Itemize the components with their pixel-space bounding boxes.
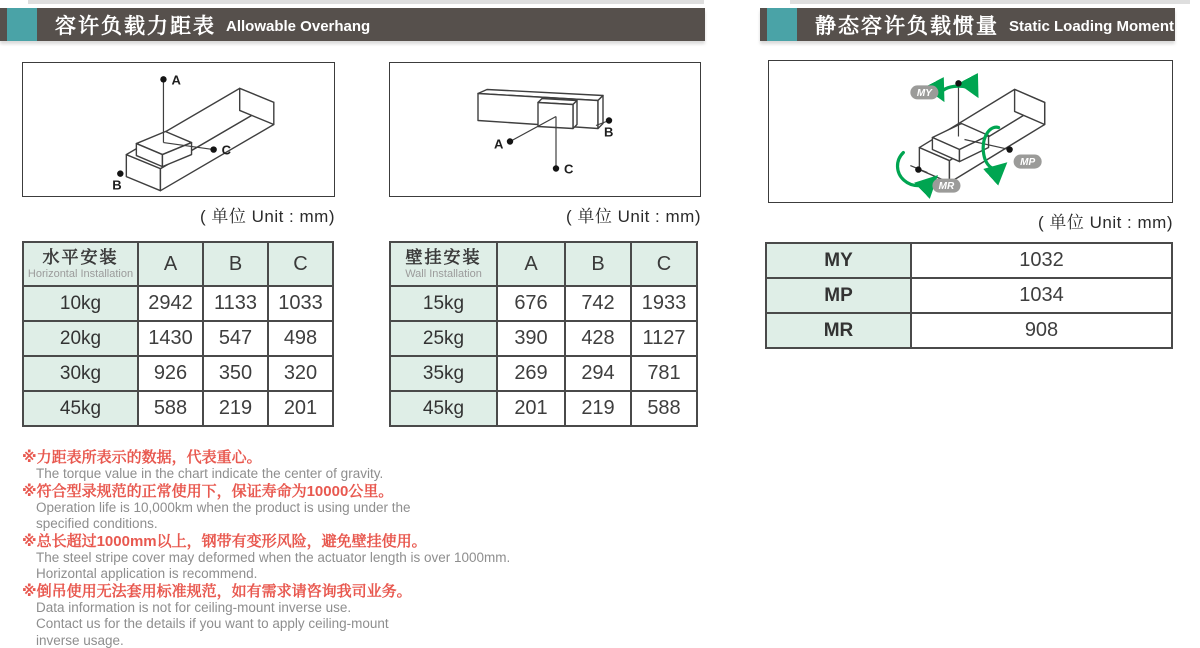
moment-label-cell: MY (766, 243, 911, 278)
point-b-dot (606, 117, 612, 123)
table-row (23, 286, 333, 321)
value-cell: 1032 (911, 243, 1172, 278)
value-cell: 1127 (631, 321, 697, 356)
divider-line (28, 0, 704, 4)
table-row (23, 321, 333, 356)
value-cell: 742 (565, 286, 631, 321)
col-header-b: B (203, 242, 268, 286)
wall-installation-diagram (389, 62, 701, 197)
actuator-moment-drawing (769, 61, 1172, 202)
value-cell: 588 (138, 391, 203, 426)
footnote-en: Horizontal application is recommend. (36, 566, 258, 581)
table-key-en: Wall Installation (405, 268, 482, 280)
unit-label: ( 单位 Unit : mm) (566, 207, 701, 226)
my-badge-label: MY (916, 87, 932, 99)
point-a-label: A (494, 136, 504, 152)
point-c-label: C (564, 161, 574, 177)
point-b-label: B (112, 177, 122, 193)
value-cell: 350 (203, 356, 268, 391)
col-header-a: A (497, 242, 565, 286)
section-header-static-loading-moment (760, 8, 1175, 41)
point-a-dot (160, 76, 166, 82)
value-cell: 294 (565, 356, 631, 391)
table-key-en: Horizontal Installation (27, 268, 134, 280)
table-key-header (23, 242, 138, 286)
point-b-label: B (604, 124, 614, 140)
mr-axis-dot (915, 166, 921, 172)
table-key-zh: 水平安装 (42, 248, 119, 267)
point-a-dot (507, 138, 513, 144)
header-title-bar (797, 8, 1175, 41)
value-cell: 588 (631, 391, 697, 426)
point-b-dot (117, 170, 123, 176)
actuator-isometric-drawing (23, 63, 334, 196)
footnote-en: Operation life is 10,000km when the product is using under the (36, 499, 411, 515)
value-cell: 781 (631, 356, 697, 391)
value-cell: 390 (497, 321, 565, 356)
value-cell: 1933 (631, 286, 697, 321)
col-header-c: C (268, 242, 333, 286)
load-cell: 10kg (23, 286, 138, 321)
point-c-dot (553, 165, 559, 171)
point-c-label: C (221, 142, 232, 158)
table-row (23, 356, 333, 391)
value-cell: 320 (268, 356, 333, 391)
value-cell: 2942 (138, 286, 203, 321)
footnote-en: inverse usage. (36, 632, 124, 648)
value-cell: 219 (203, 391, 268, 426)
mr-badge-label: MR (938, 181, 955, 193)
footnote-zh: ※力距表所表示的数据，代表重心。 (22, 449, 262, 466)
header-title-bar (37, 8, 705, 41)
value-cell: 1034 (911, 278, 1172, 313)
footnote-en: The torque value in the chart indicate the center of gravity. (36, 466, 384, 481)
unit-label: ( 单位 Unit : mm) (200, 207, 335, 226)
table-row (23, 391, 333, 426)
load-cell: 25kg (390, 321, 497, 356)
load-cell: 20kg (23, 321, 138, 356)
col-header-c: C (631, 242, 697, 286)
point-a-label: A (171, 72, 181, 88)
value-cell: 676 (497, 286, 565, 321)
table-row (390, 321, 697, 356)
section-header-allowable-overhang (0, 8, 705, 41)
horizontal-installation-table (22, 241, 334, 427)
section-title-zh: 容许负载力距表 (55, 14, 216, 38)
point-c-dot (210, 146, 216, 152)
value-cell: 1033 (268, 286, 333, 321)
header-teal-square (7, 8, 37, 41)
footnotes (22, 449, 682, 648)
static-moment-diagram (768, 60, 1173, 203)
load-cell: 30kg (23, 356, 138, 391)
load-cell: 45kg (390, 391, 497, 426)
my-axis-dot (955, 80, 961, 86)
value-cell: 498 (268, 321, 333, 356)
table-key-header (390, 242, 497, 286)
moment-label-cell: MR (766, 313, 911, 348)
table-row (766, 313, 1172, 348)
moment-label-cell: MP (766, 278, 911, 313)
load-cell: 35kg (390, 356, 497, 391)
footnote-en: Contact us for the details if you want to apply ceiling-mount (36, 616, 389, 631)
value-cell: 201 (497, 391, 565, 426)
divider-line (790, 0, 1190, 4)
load-cell: 45kg (23, 391, 138, 426)
col-header-b: B (565, 242, 631, 286)
mp-axis-dot (1006, 146, 1012, 152)
footnote-zh: ※符合型录规范的正常使用下，保证寿命为10000公里。 (22, 482, 394, 500)
value-cell: 269 (497, 356, 565, 391)
section-title-en: Static Loading Moment (1009, 17, 1174, 35)
table-row (766, 278, 1172, 313)
footnote-en: Data information is not for ceiling-mount inverse use. (36, 599, 352, 615)
table-row (390, 391, 697, 426)
horizontal-installation-diagram (22, 62, 335, 197)
value-cell: 926 (138, 356, 203, 391)
header-teal-square (767, 8, 797, 41)
value-cell: 908 (911, 313, 1172, 348)
actuator-isometric-drawing (390, 63, 700, 196)
header-dark-sliver (760, 8, 767, 41)
mp-badge-label: MP (1020, 157, 1036, 169)
value-cell: 1133 (203, 286, 268, 321)
section-title-zh: 静态容许负载惯量 (815, 14, 999, 38)
value-cell: 547 (203, 321, 268, 356)
value-cell: 219 (565, 391, 631, 426)
table-key-zh: 壁挂安装 (405, 248, 482, 267)
value-cell: 1430 (138, 321, 203, 356)
load-cell: 15kg (390, 286, 497, 321)
footnote-en: specified conditions. (36, 516, 158, 531)
col-header-a: A (138, 242, 203, 286)
value-cell: 201 (268, 391, 333, 426)
table-row (390, 286, 697, 321)
unit-label: ( 单位 Unit : mm) (1038, 213, 1173, 232)
table-row (766, 243, 1172, 278)
header-dark-sliver (0, 8, 7, 41)
wall-installation-table (389, 241, 698, 427)
footnote-zh: ※倒吊使用无法套用标准规范，如有需求请咨询我司业务。 (22, 582, 412, 600)
footnote-en: The steel stripe cover may deformed when the actuator length is over 1000mm. (36, 549, 511, 565)
static-moment-table (765, 242, 1173, 349)
section-title-en: Allowable Overhang (226, 17, 371, 35)
value-cell: 428 (565, 321, 631, 356)
footnote-zh: ※总长超过1000mm以上，钢带有变形风险，避免壁挂使用。 (22, 532, 427, 550)
table-row (390, 356, 697, 391)
